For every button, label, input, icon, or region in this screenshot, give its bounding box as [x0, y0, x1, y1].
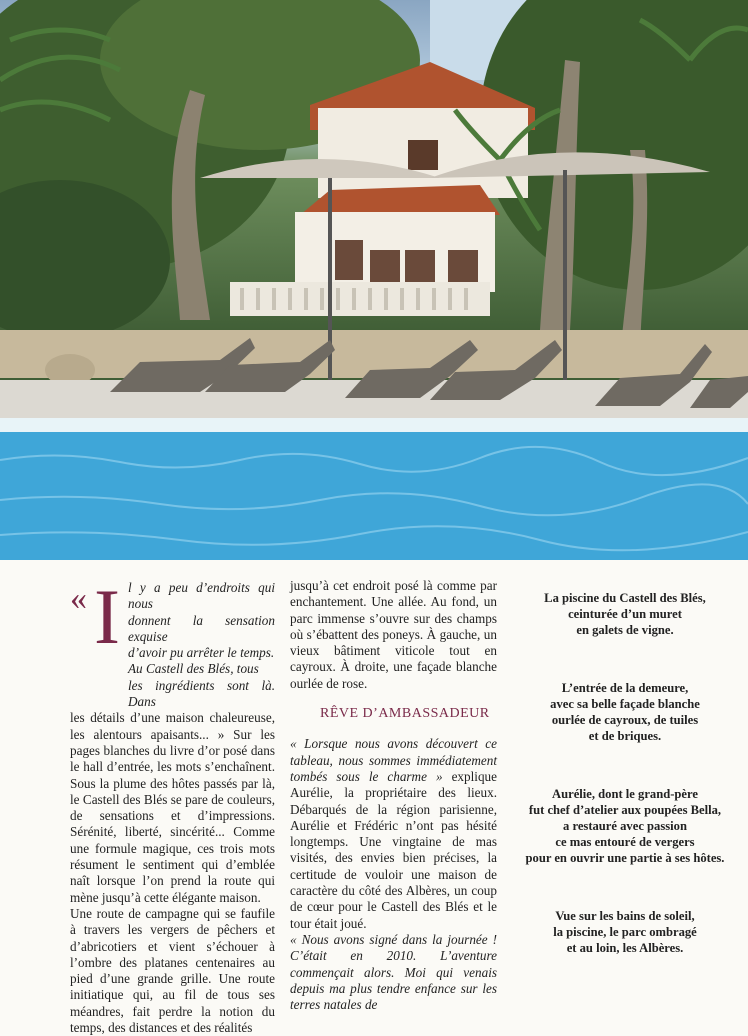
- caption-line: et au loin, les Albères.: [566, 941, 684, 955]
- caption-entrance: [512, 680, 738, 744]
- intro-line: donnent la sensation exquise: [128, 612, 275, 644]
- caption-view: [512, 908, 738, 956]
- article-column-2: [290, 578, 497, 1013]
- caption-line: en galets de vigne.: [576, 623, 674, 637]
- caption-pool: [512, 590, 738, 638]
- caption-line: ce mas entouré de vergers: [555, 835, 695, 849]
- paragraph-4-text: explique Aurélie, la propriétaire des lieux. Débarqués de la région parisienne, Aurélie et Frédéric n’ont pas hésité longtemps. Une vingtaine de mas visités, des envies bien précises, la certitude de vouloir une maison de caractère du côté des Albères, un coup de cœur pour le Castell des Blés et le tour était joué.: [290, 768, 497, 931]
- caption-line: la piscine, le parc ombragé: [553, 925, 697, 939]
- section-title: RÊVE D’AMBASSADEUR: [320, 706, 490, 722]
- intro-line: Au Castell des Blés, tous: [128, 661, 259, 677]
- caption-aurelie: [512, 786, 738, 866]
- caption-line: Aurélie, dont le grand-père: [552, 787, 698, 801]
- quote-1: « Lorsque nous avons découvert ce tableau, nous sommes immédiatement tombés sous le charme »: [290, 736, 497, 784]
- caption-line: ceinturée d’un muret: [568, 607, 682, 621]
- intro-line: les ingrédients sont là. Dans: [128, 677, 275, 710]
- caption-line: L’entrée de la demeure,: [561, 681, 689, 695]
- caption-line: Vue sur les bains de soleil,: [555, 909, 695, 923]
- paragraph-4: [290, 736, 497, 932]
- quote-open-mark: «: [70, 580, 87, 617]
- swimming-pool: [0, 418, 748, 560]
- paragraph-3: jusqu’à cet endroit posé là comme par enchantement. Une allée. Au fond, un parc immense s’ouvre sur des champs où s’ébattent des poneys. À gauche, un vieux bâtiment viticole tout en cayroux. À droite, une façade blanche ourlée de rose.: [290, 578, 497, 691]
- paragraph-2: Une route de campagne qui se faufile à travers les vergers de pêchers et d’abricotiers et vient s’échouer à l’ombre des platanes centenaires au pied d’une grande grille. Une route initiatique qui, au fil de tous ses méandres, fait perdre la notion du temps, des distances et des réalités: [70, 905, 275, 1036]
- caption-line: et de briques.: [588, 729, 662, 743]
- paragraph-5: [290, 932, 497, 1013]
- intro-line: d’avoir pu arrêter le temps.: [128, 645, 275, 661]
- caption-line: avec sa belle façade blanche: [550, 697, 700, 711]
- caption-line: ourlée de cayroux, de tuiles: [551, 713, 699, 727]
- photo-captions: [512, 590, 738, 998]
- intro-lines: [70, 573, 275, 710]
- article-column-1: [70, 573, 275, 1036]
- paragraph-1: les détails d’une maison chaleureuse, les alentours apaisants... » Sur les pages blanches du livre d’or posé dans le hall d’entrée, les mots s’enchaînent. Sous la plume des hôtes passés par là, le Castell des Blés se pare de couleurs, de sensations et d’impressions. Sérénité, liberté, sincérité... Comme une formule magique, ces trois mots résument le sentiment qui d’emblée naît lorsque l’on prend la route qui mène jusqu’à cette élégante maison.: [70, 710, 275, 905]
- quote-2: « Nous avons signé dans la journée ! C’était en 2010. L’aventure commençait alors. Moi qui venais depuis ma plus tendre enfance sur les terres natales de: [290, 931, 497, 1013]
- drop-cap: I: [94, 573, 120, 660]
- caption-line: fut chef d’atelier aux poupées Bella,: [528, 803, 722, 817]
- intro-line: l y a peu d’endroits qui nous: [128, 580, 275, 612]
- caption-line: a restauré avec passion: [563, 819, 687, 833]
- caption-line: La piscine du Castell des Blés,: [544, 591, 706, 605]
- caption-line: pour en ouvrir une partie à ses hôtes.: [525, 851, 725, 865]
